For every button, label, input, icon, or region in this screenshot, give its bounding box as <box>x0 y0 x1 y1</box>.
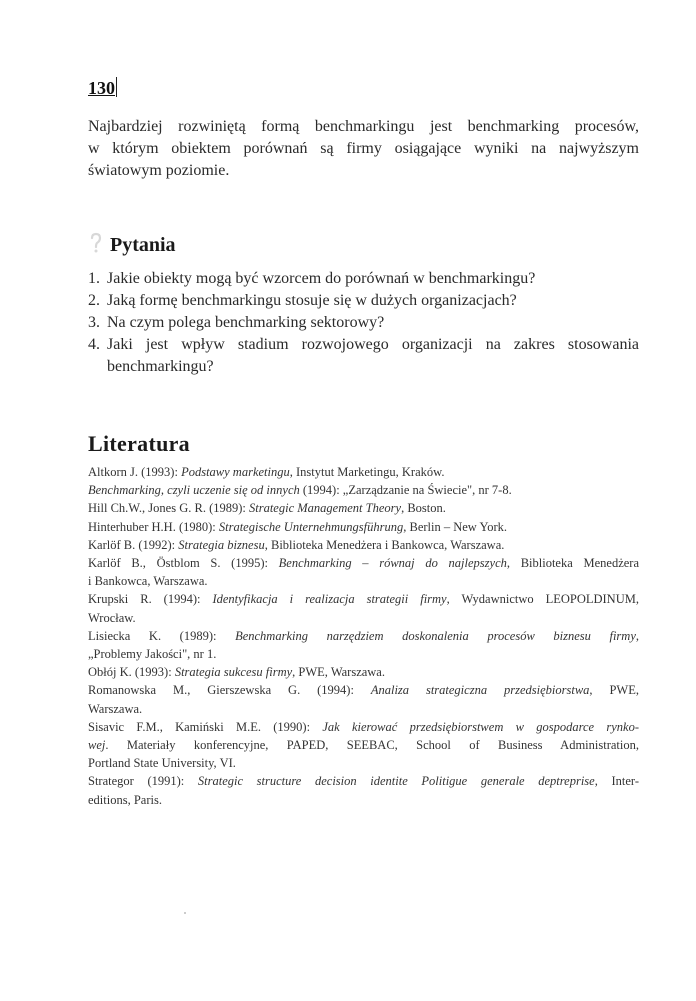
question-number: 3. <box>88 314 100 331</box>
question-number: 1. <box>88 270 100 287</box>
reference-entry: Altkorn J. (1993): Podstawy marketingu, Instytut Marketingu, Kraków. <box>88 465 445 479</box>
reference-entry: Obłój K. (1993): Strategia sukcesu firmy, PWE, Warszawa. <box>88 665 385 680</box>
reference-entry: Karlöf B. (1992): Strategia biznesu, Biblioteka Menedżera i Bankowca, Warszawa. <box>88 537 505 552</box>
questions-heading <box>88 232 176 257</box>
question-text: Na czym polega benchmarking sektorowy? <box>107 314 385 331</box>
question-item <box>88 334 639 378</box>
question-text: Jakie obiekty mogą być wzorcem do porównań w benchmarkingu? <box>107 270 536 287</box>
question-number: 4. <box>88 336 100 353</box>
intro-line: Najbardziej rozwiniętą formą benchmarkingu jest benchmarking procesów, <box>88 118 639 135</box>
references-list <box>88 463 639 809</box>
intro-paragraph <box>88 116 639 182</box>
literature-heading: Literatura <box>88 431 190 456</box>
reference-entry: Strategor (1991): Strategic structure decision identite Politigue generale deptreprise, Inter- editions, Paris. <box>88 774 639 807</box>
reference-entry: Romanowska M., Gierszewska G. (1994): Analiza strategiczna przedsiębiorstwa, PWE, Warszawa. <box>88 683 639 716</box>
question-item <box>88 290 639 312</box>
scan-speck <box>184 912 186 914</box>
page-number: 130 <box>88 78 115 98</box>
questions-list <box>88 268 639 378</box>
intro-line: w którym obiektem porównań są firmy osiągające wyniki na najwyższym <box>88 140 639 157</box>
question-text: benchmarkingu? <box>107 358 214 375</box>
question-item <box>88 312 639 334</box>
reference-entry: Sisavic F.M., Kamiński M.E. (1990): Jak kierować przedsiębiorstwem w gospodarce rynko- wej. Materiały konferencyjne, PAPED, SEEBAC, School of Business Administration, Portland State University, VI. <box>88 719 639 771</box>
reference-entry: Krupski R. (1994): Identyfikacja i realizacja strategii firmy, Wydawnictwo LEOPOLDINUM, Wrocław. <box>88 592 639 625</box>
question-text: Jaki jest wpływ stadium rozwojowego organizacji na zakres stosowania <box>107 336 639 353</box>
question-text: Jaką formę benchmarkingu stosuje się w dużych organizacjach? <box>107 292 517 309</box>
intro-line: światowym poziomie. <box>88 162 230 179</box>
question-mark-icon <box>88 232 104 254</box>
reference-entry: Hill Ch.W., Jones G. R. (1989): Strategic Management Theory, Boston. <box>88 501 446 516</box>
reference-entry: Benchmarking, czyli uczenie się od innych (1994): „Zarządzanie na Świecie", nr 7-8. <box>88 483 512 498</box>
questions-heading-text: Pytania <box>110 234 176 256</box>
reference-entry: Hinterhuber H.H. (1980): Strategische Unternehmungsführung, Berlin – New York. <box>88 519 508 534</box>
reference-entry: Lisiecka K. (1989): Benchmarking narzędziem doskonalenia procesów biznesu firmy, „Problemy Jakości", nr 1. <box>88 628 639 662</box>
question-number: 2. <box>88 292 100 309</box>
question-item <box>88 268 639 290</box>
reference-entry: Karlöf B., Östblom S. (1995): Benchmarking – równaj do najlepszych, Biblioteka Menedżera i Bankowca, Warszawa. <box>88 556 639 589</box>
